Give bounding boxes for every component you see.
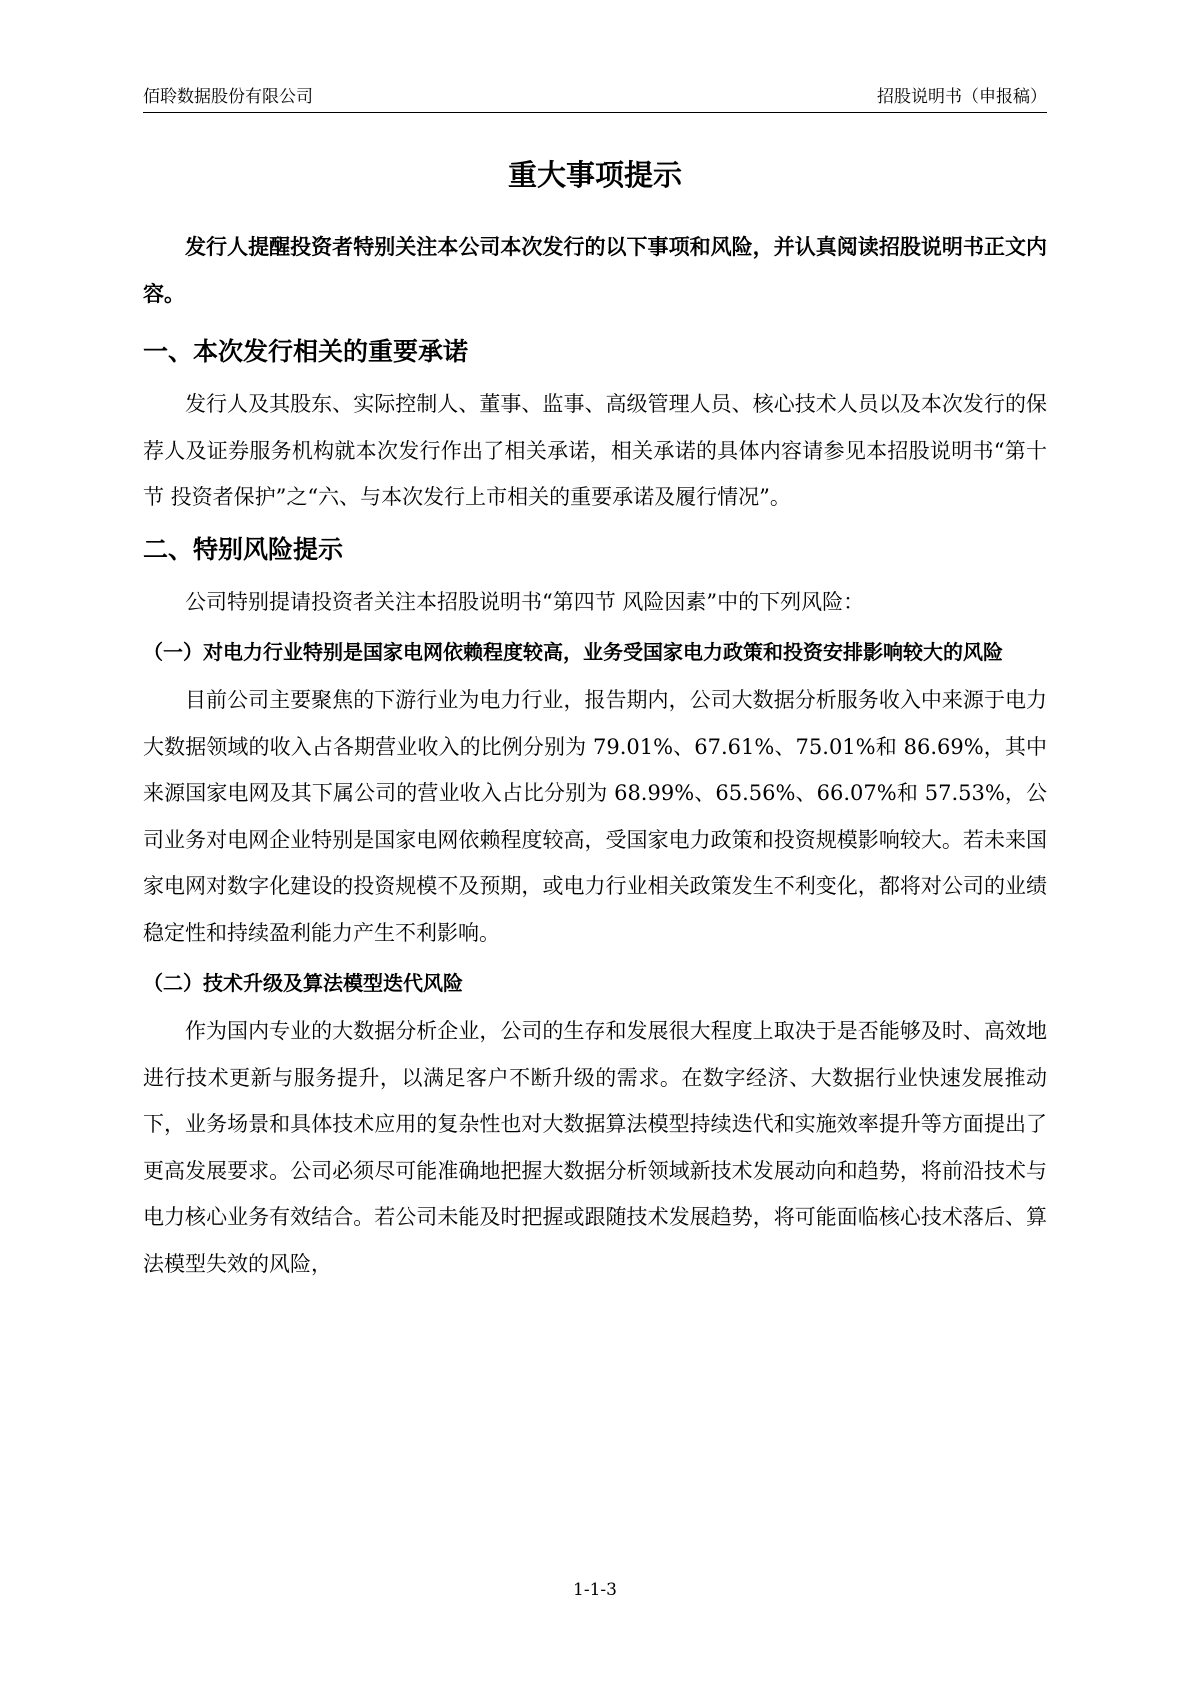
risk-body-technology: 作为国内专业的大数据分析企业，公司的生存和发展很大程度上取决于是否能够及时、高效地进行技术更新与服务提升，以满足客户不断升级的需求。在数字经济、大数据行业快速发展推动下，业务场景和具体技术应用的复杂性也对大数据算法模型持续迭代和实施效率提升等方面提出了更高发展要求。公司必须尽可能准确地把握大数据分析领域新技术发展动向和趋势，将前沿技术与电力核心业务有效结合。若公司未能及时把握或跟随技术发展趋势，将可能面临核心技术落后、算法模型失效的风险， bbox=[143, 1019, 1047, 1276]
risk-heading-technology: （二）技术升级及算法模型迭代风险 bbox=[143, 971, 463, 995]
page-number: 1-1-3 bbox=[573, 1580, 617, 1600]
page-title: 重大事项提示 bbox=[507, 158, 682, 192]
section-body-risks: 公司特别提请投资者关注本招股说明书“第四节 风险因素”中的下列风险： bbox=[185, 589, 865, 614]
header-company-name: 佰聆数据股份有限公司 bbox=[143, 87, 313, 107]
main-content bbox=[143, 224, 1047, 1287]
risk-body-power-industry: 目前公司主要聚焦的下游行业为电力行业，报告期内，公司大数据分析服务收入中来源于电力大数据领域的收入占各期营业收入的比例分别为 79.01%、67.61%、75.01%和 86.69%，其中来源国家电网及其下属公司的营业收入占比分别为 68.99%、65.56%、66.07%和 57.53%，公司业务对电网企业特别是国家电网依赖程度较高，受国家电力政策和投资规模影响较大。若未来国家电网对数字化建设的投资规模不及预期，或电力行业相关政策发生不利变化，都将对公司的业绩稳定性和持续盈利能力产生不利影响。 bbox=[143, 688, 1047, 945]
section-body-commitments: 发行人及其股东、实际控制人、董事、监事、高级管理人员、核心技术人员以及本次发行的保荐人及证券服务机构就本次发行作出了相关承诺，相关承诺的具体内容请参见本招股说明书“第十节 投资者保护”之“六、与本次发行上市相关的重要承诺及履行情况”。 bbox=[143, 392, 1047, 509]
header-document-type: 招股说明书（申报稿） bbox=[877, 87, 1047, 107]
section-heading-commitments: 一、本次发行相关的重要承诺 bbox=[143, 337, 469, 366]
risk-heading-power-industry: （一）对电力行业特别是国家电网依赖程度较高，业务受国家电力政策和投资安排影响较大的风险 bbox=[143, 640, 1003, 664]
intro-paragraph: 发行人提醒投资者特别关注本公司本次发行的以下事项和风险，并认真阅读招股说明书正文内容。 bbox=[143, 235, 1047, 306]
section-heading-risks: 二、特别风险提示 bbox=[143, 534, 344, 564]
page-header bbox=[143, 82, 1047, 113]
